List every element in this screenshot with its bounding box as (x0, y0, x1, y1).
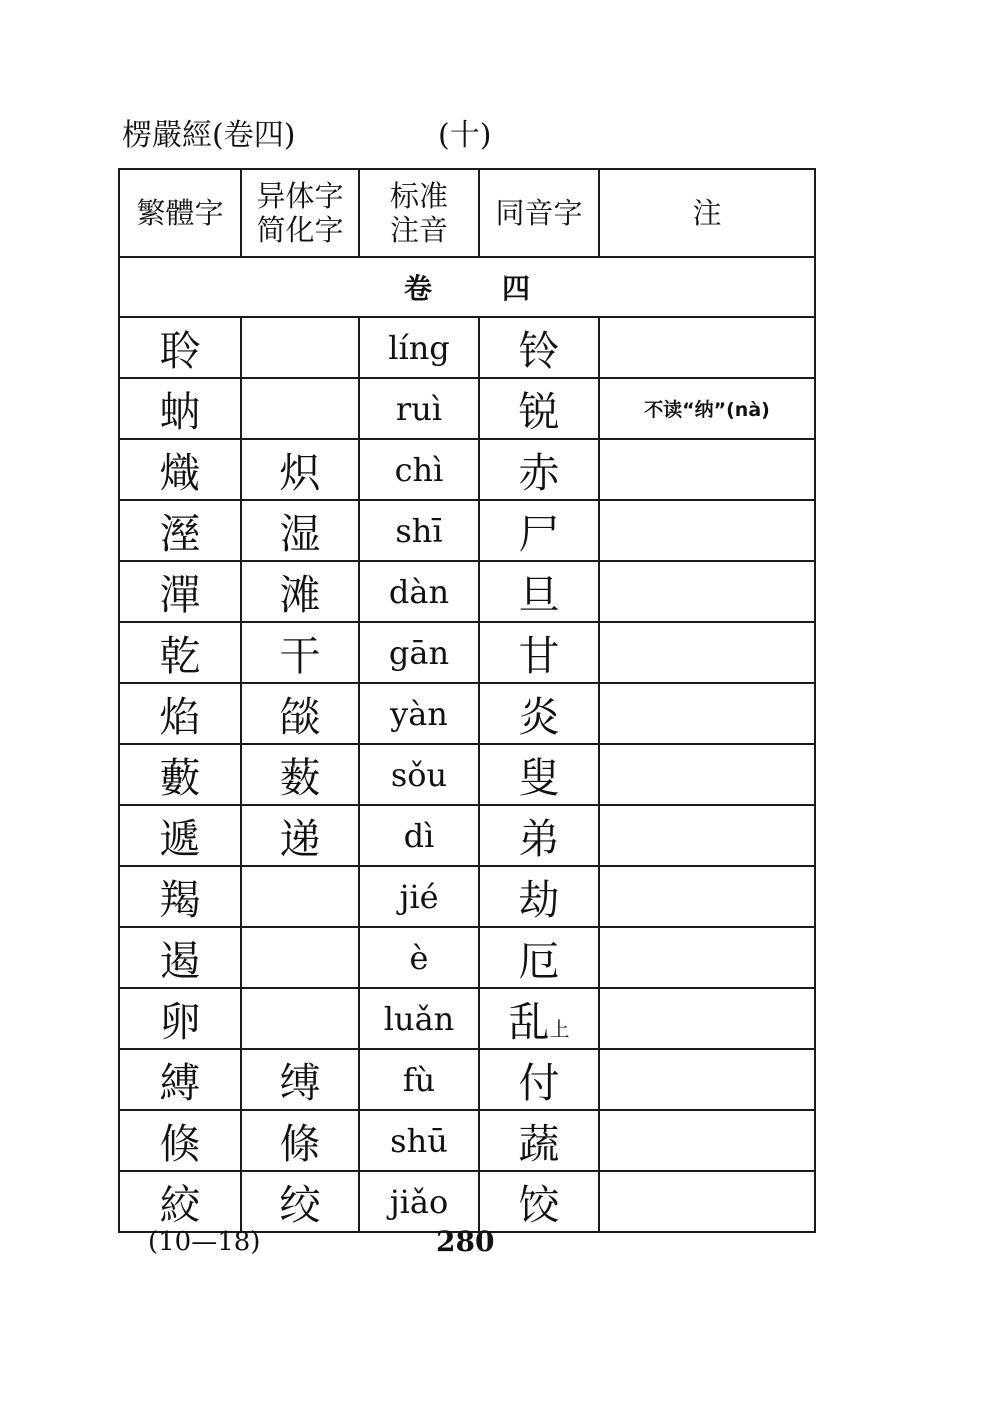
simplified-char-cell (241, 317, 359, 378)
simplified-char-cell (241, 805, 359, 866)
traditional-char-cell-text: 焰 (159, 693, 201, 741)
homophone-cell-text: 旦 (518, 571, 560, 619)
pinyin-cell (359, 1110, 479, 1171)
homophone-cell (479, 378, 599, 439)
pinyin-cell (359, 622, 479, 683)
table-row (119, 1049, 815, 1110)
section-row (119, 257, 815, 317)
pinyin-cell (359, 317, 479, 378)
table-row (119, 805, 815, 866)
table-body (119, 257, 815, 1232)
homophone-cell (479, 622, 599, 683)
simplified-char-cell-text: 绞 (279, 1181, 321, 1229)
simplified-char-cell-text: 條 (279, 1120, 321, 1168)
traditional-char-cell (119, 1110, 241, 1171)
pinyin-cell (359, 805, 479, 866)
homophone-cell-text: 饺 (518, 1181, 560, 1229)
note-cell (599, 317, 815, 378)
homophone-cell-text: 蔬 (518, 1120, 560, 1168)
table-row (119, 744, 815, 805)
homophone-cell (479, 927, 599, 988)
simplified-char-cell-text: 湿 (279, 510, 321, 558)
traditional-char-cell-text: 蚋 (159, 388, 201, 436)
homophone-cell (479, 1171, 599, 1232)
table-row (119, 866, 815, 927)
simplified-char-cell-text: 燄 (279, 693, 321, 741)
pinyin-cell-text: jiǎo (389, 1182, 449, 1221)
traditional-char-cell-text: 卵 (159, 998, 201, 1046)
homophone-cell-text: 付 (518, 1059, 560, 1107)
homophone-cell (479, 805, 599, 866)
note-cell (599, 744, 815, 805)
homophone-cell (479, 744, 599, 805)
pinyin-cell-text: shī (395, 511, 443, 550)
homophone-cell (479, 500, 599, 561)
pinyin-cell-text: chì (394, 450, 444, 489)
note-cell (599, 439, 815, 500)
table-row (119, 683, 815, 744)
section-label: 卷四 (119, 257, 815, 317)
homophone-cell (479, 683, 599, 744)
pinyin-cell (359, 500, 479, 561)
traditional-char-cell (119, 317, 241, 378)
pinyin-cell-text: dàn (388, 572, 450, 611)
pinyin-cell-text: gān (388, 633, 450, 672)
traditional-char-cell-text: 溼 (159, 510, 201, 558)
simplified-char-cell (241, 1049, 359, 1110)
simplified-char-cell-text: 滩 (279, 571, 321, 619)
simplified-char-cell (241, 683, 359, 744)
table-row (119, 1110, 815, 1171)
traditional-char-cell-text: 潬 (159, 571, 201, 619)
traditional-char-cell (119, 378, 241, 439)
traditional-char-cell (119, 866, 241, 927)
traditional-char-cell-text: 熾 (159, 449, 201, 497)
table-row (119, 927, 815, 988)
homophone-cell (479, 317, 599, 378)
pinyin-cell (359, 1171, 479, 1232)
traditional-char-cell (119, 988, 241, 1049)
homophone-cell-text: 甘 (518, 632, 560, 680)
note-cell (599, 805, 815, 866)
simplified-char-cell (241, 988, 359, 1049)
traditional-char-cell-text: 倏 (159, 1120, 201, 1168)
homophone-cell (479, 561, 599, 622)
traditional-char-cell (119, 805, 241, 866)
pinyin-cell (359, 866, 479, 927)
simplified-char-cell-text: 递 (279, 815, 321, 863)
table-row (119, 378, 815, 439)
homophone-cell-text: 尸 (518, 510, 560, 558)
traditional-char-cell-text: 藪 (159, 754, 201, 802)
pinyin-cell-text: jié (399, 877, 439, 916)
homophone-cell-text: 厄 (518, 937, 560, 985)
homophone-cell (479, 988, 599, 1049)
col-header-note: 注 (599, 169, 815, 257)
traditional-char-cell (119, 500, 241, 561)
table-row (119, 500, 815, 561)
pinyin-cell (359, 378, 479, 439)
simplified-char-cell (241, 622, 359, 683)
traditional-char-cell-text: 聆 (159, 327, 201, 375)
simplified-char-cell (241, 500, 359, 561)
pinyin-cell (359, 1049, 479, 1110)
col-header-homophone: 同音字 (479, 169, 599, 257)
note-cell (599, 866, 815, 927)
note-cell (599, 1171, 815, 1232)
note-cell (599, 1110, 815, 1171)
pinyin-cell-text: shū (390, 1121, 448, 1160)
traditional-char-cell-text: 羯 (159, 876, 201, 924)
pinyin-cell-text: líng (388, 328, 450, 367)
table-row (119, 317, 815, 378)
pinyin-cell (359, 439, 479, 500)
pinyin-cell (359, 927, 479, 988)
table-header-row (119, 169, 815, 257)
simplified-char-cell (241, 927, 359, 988)
pinyin-cell-text: è (409, 938, 429, 977)
table-row (119, 1171, 815, 1232)
col-header-pinyin: 标准 注音 (359, 169, 479, 257)
table-row (119, 622, 815, 683)
traditional-char-cell (119, 622, 241, 683)
traditional-char-cell (119, 744, 241, 805)
simplified-char-cell-text: 薮 (279, 754, 321, 802)
pinyin-cell (359, 683, 479, 744)
note-cell-text: 不读“纳”(nà) (644, 399, 770, 421)
homophone-cell-text: 乱 (508, 998, 550, 1046)
traditional-char-cell (119, 439, 241, 500)
note-cell (599, 1049, 815, 1110)
homophone-cell-text: 劫 (518, 876, 560, 924)
simplified-char-cell (241, 561, 359, 622)
tone-marker: 上 (549, 1017, 570, 1041)
simplified-char-cell (241, 1110, 359, 1171)
homophone-cell-text: 弟 (518, 815, 560, 863)
homophone-cell (479, 1110, 599, 1171)
footer-code: (10—18) (148, 1227, 261, 1257)
table-row (119, 988, 815, 1049)
traditional-char-cell (119, 683, 241, 744)
sutra-title: 楞嚴經(卷四) (122, 118, 296, 153)
note-cell (599, 378, 815, 439)
pinyin-cell-text: ruì (395, 389, 443, 428)
simplified-char-cell-text: 干 (279, 632, 321, 680)
simplified-char-cell-text: 炽 (279, 449, 321, 497)
traditional-char-cell-text: 絞 (159, 1181, 201, 1229)
homophone-cell-text: 炎 (518, 693, 560, 741)
traditional-char-cell-text: 遞 (159, 815, 201, 863)
page-header (122, 112, 822, 160)
traditional-char-cell (119, 927, 241, 988)
homophone-cell-text: 铃 (518, 327, 560, 375)
note-cell (599, 622, 815, 683)
pinyin-cell (359, 988, 479, 1049)
homophone-cell (479, 439, 599, 500)
page-number: 280 (436, 1225, 495, 1258)
pinyin-cell-text: sǒu (390, 755, 448, 794)
simplified-char-cell (241, 744, 359, 805)
pronunciation-table (118, 168, 816, 1233)
traditional-char-cell-text: 乾 (159, 632, 201, 680)
homophone-cell-text: 赤 (518, 449, 560, 497)
pinyin-cell-text: fù (402, 1060, 436, 1099)
pinyin-cell-text: dì (403, 816, 435, 855)
homophone-cell (479, 1049, 599, 1110)
simplified-char-cell (241, 378, 359, 439)
table-row (119, 561, 815, 622)
traditional-char-cell-text: 遏 (159, 937, 201, 985)
pinyin-cell (359, 744, 479, 805)
simplified-char-cell (241, 439, 359, 500)
traditional-char-cell (119, 1049, 241, 1110)
homophone-cell-text: 锐 (518, 388, 560, 436)
pinyin-cell (359, 561, 479, 622)
simplified-char-cell (241, 1171, 359, 1232)
part-number: (十) (438, 118, 492, 153)
col-header-variant-simplified: 异体字 简化字 (241, 169, 359, 257)
note-cell (599, 927, 815, 988)
note-cell (599, 683, 815, 744)
col-header-traditional: 繁體字 (119, 169, 241, 257)
simplified-char-cell (241, 866, 359, 927)
pinyin-cell-text: luǎn (383, 999, 455, 1038)
note-cell (599, 500, 815, 561)
traditional-char-cell (119, 561, 241, 622)
traditional-char-cell-text: 縛 (159, 1059, 201, 1107)
table-row (119, 439, 815, 500)
homophone-cell-text: 叟 (518, 754, 560, 802)
traditional-char-cell (119, 1171, 241, 1232)
note-cell (599, 988, 815, 1049)
pinyin-cell-text: yàn (390, 694, 448, 733)
note-cell (599, 561, 815, 622)
simplified-char-cell-text: 缚 (279, 1059, 321, 1107)
homophone-cell (479, 866, 599, 927)
